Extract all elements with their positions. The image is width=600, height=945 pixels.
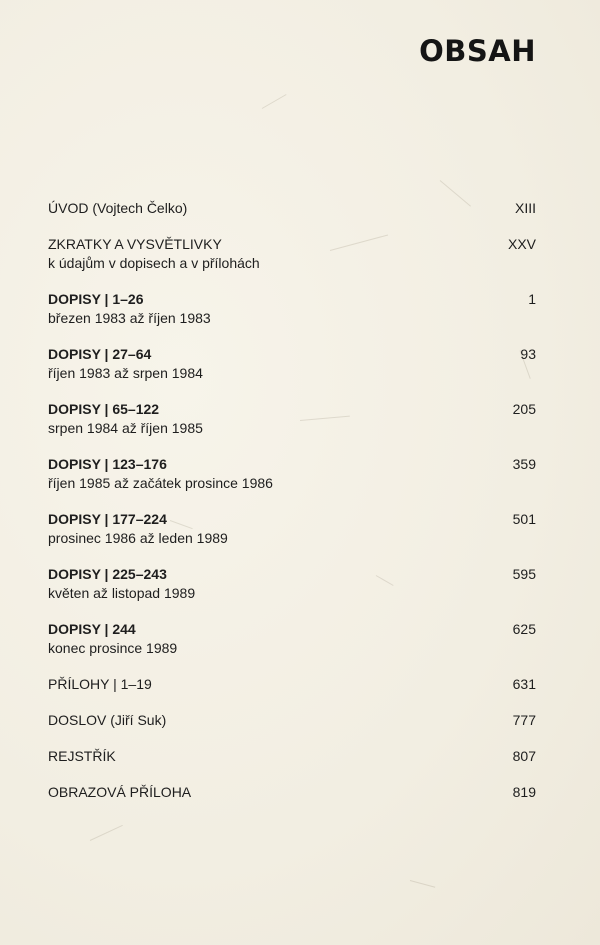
- toc-entry-title: OBRAZOVÁ PŘÍLOHA: [48, 784, 192, 800]
- toc-entry-subtitle: květen až listopad 1989: [48, 585, 196, 601]
- toc-entry-page: 93: [520, 346, 536, 362]
- toc-entry-page: 777: [512, 712, 536, 728]
- toc-entry-page: 819: [512, 784, 536, 800]
- toc-entry-subtitle: říjen 1983 až srpen 1984: [48, 365, 203, 381]
- paper-fiber: [410, 880, 435, 888]
- toc-entry-page: 595: [512, 566, 536, 582]
- toc-entry-dopisy-6: [48, 565, 536, 603]
- toc-entry-subtitle: konec prosince 1989: [48, 640, 178, 656]
- toc-entry-rejstrik: [48, 747, 536, 766]
- toc-entry-title: REJSTŘÍK: [48, 748, 116, 764]
- toc-entry-title: DOPISY | 225–243: [48, 566, 167, 582]
- paper-fiber: [90, 825, 123, 841]
- toc-entry-title: ÚVOD (Vojtech Čelko): [48, 200, 188, 216]
- toc-entry-prilohy: [48, 675, 536, 694]
- toc-entry-title: DOPISY | 244: [48, 621, 136, 637]
- toc-entry-page: 205: [512, 401, 536, 417]
- table-of-contents: [48, 199, 536, 802]
- toc-entry-subtitle: k údajům v dopisech a v přílohách: [48, 255, 260, 271]
- toc-entry-page: 1: [528, 291, 536, 307]
- toc-entry-page: 625: [512, 621, 536, 637]
- toc-entry-title: DOPISY | 177–224: [48, 511, 167, 527]
- toc-entry-title: PŘÍLOHY | 1–19: [48, 676, 152, 692]
- toc-entry-doslov: [48, 711, 536, 730]
- toc-entry-page: 807: [512, 748, 536, 764]
- paper-fiber: [262, 94, 287, 109]
- toc-entry-dopisy-4: [48, 455, 536, 493]
- toc-entry-title: DOPISY | 123–176: [48, 456, 167, 472]
- toc-entry-subtitle: březen 1983 až říjen 1983: [48, 310, 211, 326]
- toc-entry-page: XXV: [507, 236, 536, 252]
- toc-entry-obrazova-priloha: [48, 783, 536, 802]
- toc-entry-title: DOPISY | 1–26: [48, 291, 144, 307]
- toc-entry-zkratky: [48, 235, 536, 273]
- toc-entry-dopisy-2: [48, 345, 536, 383]
- toc-entry-title: ZKRATKY A VYSVĚTLIVKY: [48, 236, 222, 252]
- toc-entry-page: XIII: [514, 200, 536, 216]
- toc-entry-subtitle: prosinec 1986 až leden 1989: [48, 530, 228, 546]
- toc-entry-dopisy-1: [48, 290, 536, 328]
- toc-entry-uvod: [48, 199, 536, 218]
- toc-entry-page: 501: [512, 511, 536, 527]
- toc-entry-title: DOSLOV (Jiří Suk): [48, 712, 167, 728]
- toc-entry-dopisy-7: [48, 620, 536, 658]
- toc-entry-page: 631: [512, 676, 536, 692]
- toc-entry-subtitle: říjen 1985 až začátek prosince 1986: [48, 475, 273, 491]
- page-title: OBSAH: [419, 34, 536, 68]
- toc-entry-dopisy-5: [48, 510, 536, 548]
- toc-entry-title: DOPISY | 65–122: [48, 401, 160, 417]
- toc-entry-page: 359: [512, 456, 536, 472]
- toc-entry-subtitle: srpen 1984 až říjen 1985: [48, 420, 203, 436]
- toc-entry-title: DOPISY | 27–64: [48, 346, 152, 362]
- toc-entry-dopisy-3: [48, 400, 536, 438]
